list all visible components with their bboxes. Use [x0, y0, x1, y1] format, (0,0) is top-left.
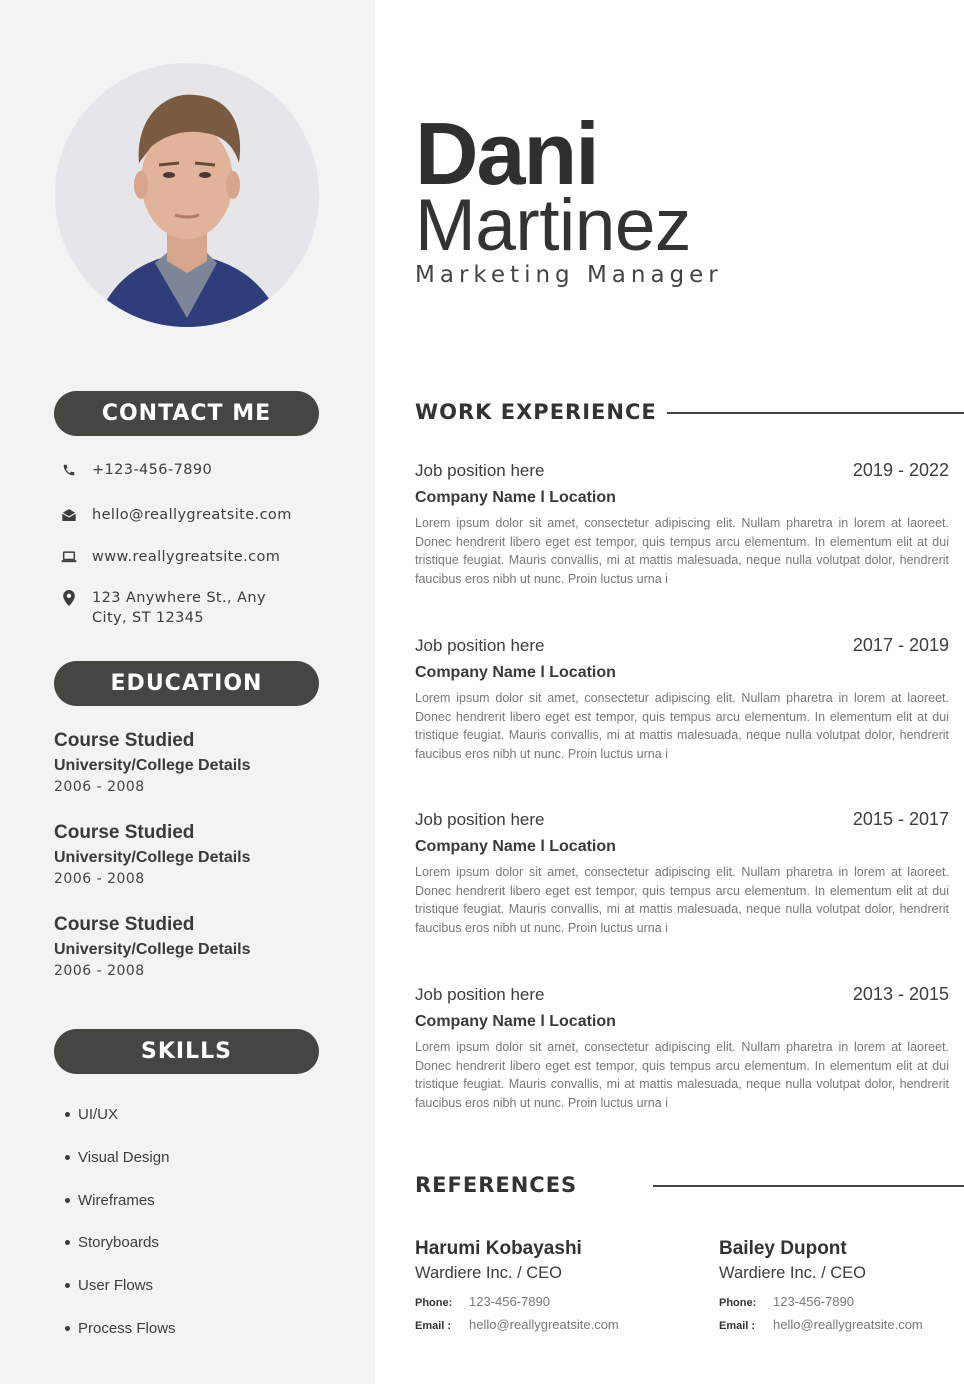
- first-name: Dani: [415, 104, 598, 203]
- references-heading: REFERENCES: [415, 1173, 578, 1197]
- contact-address: [60, 588, 292, 628]
- skill-label: Storyboards: [78, 1234, 159, 1251]
- job-description: Lorem ipsum dolor sit amet, consectetur adipiscing elit. Nullam pharetra in lorem at laoreet. Donec hendrerit libero eget est tempor, quis tempus arcu elementum. In elementum elit at dui tristique feugiat. Mauris convallis, mi at mattis malesuada, neque nulla volutpat dolor, hendrerit faucibus eros nibh ut nunc. Proin luctus urna i: [415, 691, 949, 761]
- reference-card: [415, 1238, 675, 1332]
- skill-item: [65, 1234, 159, 1251]
- job-years: 2019 - 2022: [852, 460, 949, 480]
- skill-item: [65, 1106, 118, 1123]
- bullet-icon: [65, 1112, 70, 1117]
- reference-name: Bailey Dupont: [719, 1238, 847, 1259]
- contact-heading: CONTACT ME: [54, 391, 319, 436]
- course-title: Course Studied: [54, 730, 195, 751]
- skill-label: Visual Design: [78, 1149, 170, 1166]
- skill-label: User Flows: [78, 1277, 154, 1294]
- education-item: [54, 914, 354, 979]
- bullet-icon: [65, 1326, 70, 1331]
- institution: University/College Details: [54, 941, 251, 958]
- envelope-icon: [60, 506, 78, 524]
- job-company: Company Name l Location: [415, 838, 616, 855]
- job-description: Lorem ipsum dolor sit amet, consectetur adipiscing elit. Nullam pharetra in lorem at laoreet. Donec hendrerit libero eget est tempor, quis tempus arcu elementum. In elementum elit at dui tristique feugiat. Mauris convallis, mi at mattis malesuada, neque nulla volutpat dolor, hendrerit faucibus eros nibh ut nunc. Proin luctus urna i: [415, 1040, 949, 1110]
- skill-item: [65, 1320, 176, 1337]
- job-position: Job position here: [415, 461, 545, 480]
- job-title: Marketing Manager: [415, 262, 723, 288]
- phone-label: Phone:: [719, 1297, 757, 1309]
- education-item: [54, 730, 354, 795]
- contact-address-text: 123 Anywhere St., Any City, ST 12345: [92, 590, 266, 626]
- course-title: Course Studied: [54, 822, 195, 843]
- profile-photo: [55, 63, 319, 327]
- bullet-icon: [65, 1198, 70, 1203]
- reference-name: Harumi Kobayashi: [415, 1238, 582, 1259]
- skill-label: Wireframes: [78, 1192, 155, 1209]
- job-entry: [415, 984, 949, 1112]
- skill-label: UI/UX: [78, 1106, 119, 1123]
- contact-website-text[interactable]: www.reallygreatsite.com: [92, 549, 281, 565]
- reference-phone: 123-456-7890: [469, 1294, 550, 1309]
- main-content: [375, 0, 964, 1384]
- education-years: 2006 - 2008: [54, 963, 145, 979]
- section-divider: [653, 1185, 964, 1187]
- course-title: Course Studied: [54, 914, 195, 935]
- bullet-icon: [65, 1240, 70, 1245]
- phone-icon: [60, 461, 78, 479]
- job-description: Lorem ipsum dolor sit amet, consectetur adipiscing elit. Nullam pharetra in lorem at laoreet. Donec hendrerit libero eget est tempor, quis tempus arcu elementum. In elementum elit at dui tristique feugiat. Mauris convallis, mi at mattis malesuada, neque nulla volutpat dolor, hendrerit faucibus eros nibh ut nunc. Proin luctus urna i: [415, 516, 949, 586]
- contact-email: [60, 505, 292, 525]
- job-years: 2015 - 2017: [852, 809, 949, 829]
- job-entry: [415, 460, 949, 588]
- reference-email[interactable]: hello@reallygreatsite.com: [469, 1317, 619, 1332]
- section-divider: [667, 412, 964, 414]
- skill-item: [65, 1149, 169, 1166]
- bullet-icon: [65, 1283, 70, 1288]
- contact-phone-text: +123-456-7890: [92, 462, 213, 478]
- job-years: 2013 - 2015: [852, 984, 949, 1004]
- phone-label: Phone:: [415, 1297, 453, 1309]
- email-label: Email :: [415, 1320, 452, 1332]
- sidebar: [0, 0, 375, 1384]
- job-company: Company Name l Location: [415, 1013, 616, 1030]
- job-description: Lorem ipsum dolor sit amet, consectetur adipiscing elit. Nullam pharetra in lorem at laoreet. Donec hendrerit libero eget est tempor, quis tempus arcu elementum. In elementum elit at dui tristique feugiat. Mauris convallis, mi at mattis malesuada, neque nulla volutpat dolor, hendrerit faucibus eros nibh ut nunc. Proin luctus urna i: [415, 865, 949, 935]
- bullet-icon: [65, 1155, 70, 1160]
- education-heading: EDUCATION: [54, 661, 319, 706]
- education-years: 2006 - 2008: [54, 779, 145, 795]
- laptop-icon: [60, 548, 78, 566]
- reference-email[interactable]: hello@reallygreatsite.com: [773, 1317, 923, 1332]
- job-position: Job position here: [415, 810, 545, 829]
- job-position: Job position here: [415, 636, 545, 655]
- job-company: Company Name l Location: [415, 664, 616, 681]
- job-entry: [415, 635, 949, 763]
- contact-website: [60, 547, 280, 567]
- work-experience-heading: WORK EXPERIENCE: [415, 400, 657, 424]
- reference-company: Wardiere Inc. / CEO: [719, 1264, 867, 1282]
- reference-company: Wardiere Inc. / CEO: [415, 1264, 563, 1282]
- skills-heading: SKILLS: [54, 1029, 319, 1074]
- map-pin-icon: [60, 589, 78, 607]
- skill-item: [65, 1277, 153, 1294]
- email-label: Email :: [719, 1320, 756, 1332]
- job-years: 2017 - 2019: [852, 635, 949, 655]
- institution: University/College Details: [54, 757, 251, 774]
- last-name: Martinez: [415, 185, 691, 266]
- skill-item: [65, 1192, 155, 1209]
- job-company: Company Name l Location: [415, 489, 616, 506]
- job-position: Job position here: [415, 985, 545, 1004]
- education-item: [54, 822, 354, 887]
- institution: University/College Details: [54, 849, 251, 866]
- education-years: 2006 - 2008: [54, 871, 145, 887]
- job-entry: [415, 809, 949, 937]
- contact-email-text[interactable]: hello@reallygreatsite.com: [92, 507, 292, 523]
- contact-phone: [60, 460, 212, 480]
- reference-phone: 123-456-7890: [773, 1294, 854, 1309]
- reference-card: [719, 1238, 964, 1332]
- skill-label: Process Flows: [78, 1320, 176, 1337]
